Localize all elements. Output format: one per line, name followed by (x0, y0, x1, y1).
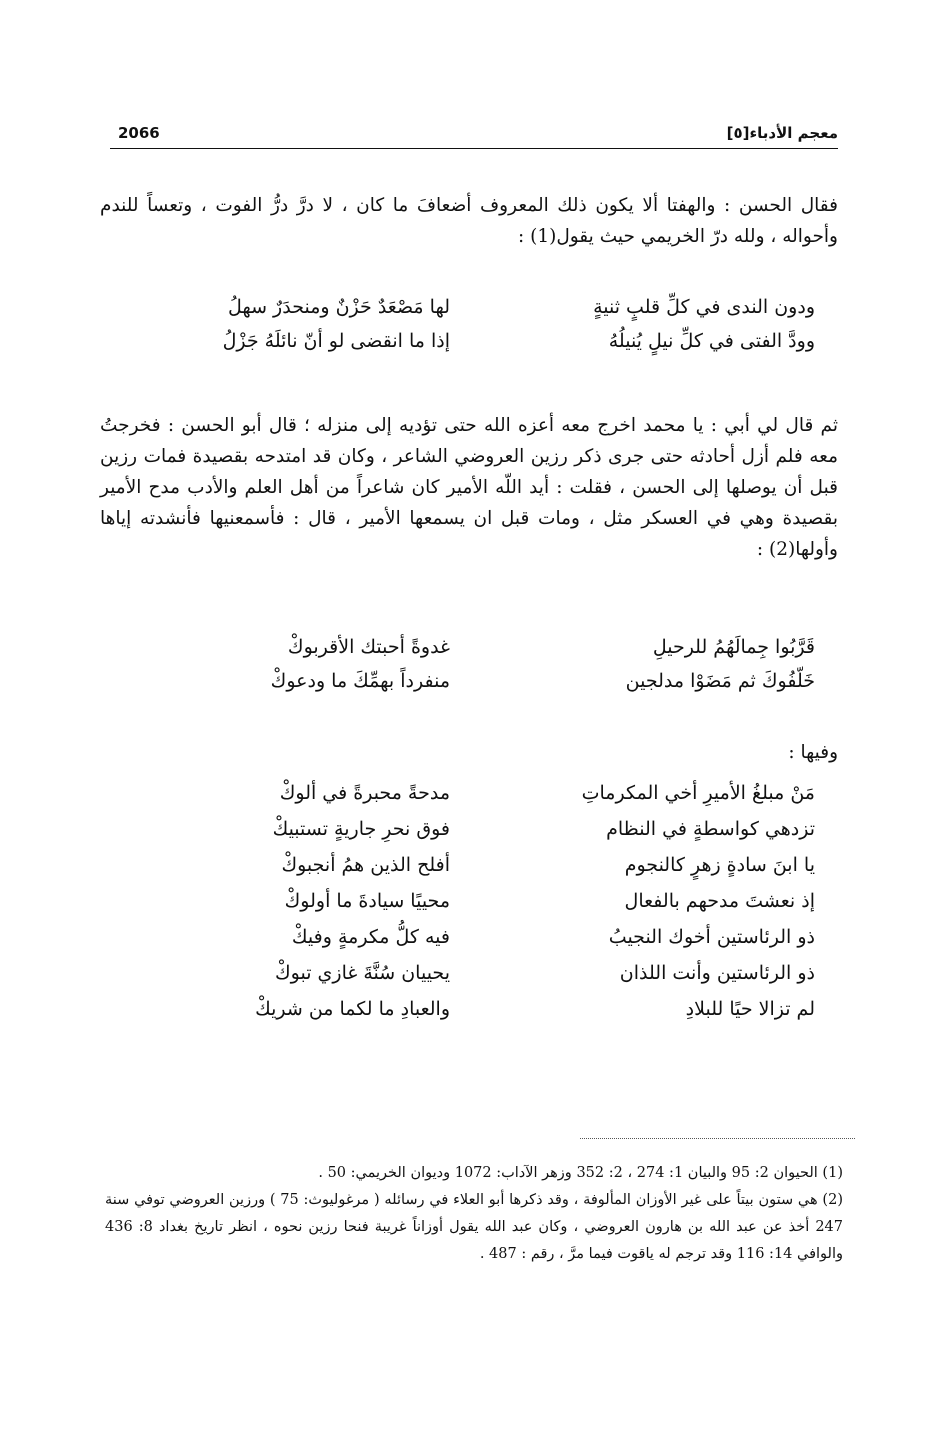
verse (130, 636, 815, 670)
running-head (118, 120, 838, 150)
verse-hemistich-second: والعبادِ ما لكما من شريكْ (255, 998, 450, 1020)
verse-hemistich-second: إذا ما انقضى لو أنّ نائلَهُ جَزْلُ (222, 330, 450, 352)
footnote-1: (1) الحيوان 2: 95 والبيان 1: 274 ، 2: 352 وزهر الآداب: 1072 وديوان الخريمي: 50 . (318, 1165, 843, 1181)
verse-hemistich-first: مَنْ مبلغُ الأميرِ أخي المكرماتِ (581, 782, 815, 804)
verse (130, 818, 815, 854)
verse (130, 890, 815, 926)
verse-hemistich-second: أفلح الذين همُ أنجبوكْ (281, 854, 450, 876)
verse-hemistich-first: خَلّفُوكَ ثم مَضَوْا مدلجين (625, 670, 815, 692)
book-title: معجم الأدباء[٥] (726, 124, 838, 142)
verse (130, 782, 815, 818)
verse-hemistich-first: قَرَّبُوا جِمالَهُمُ للرحيلِ (652, 636, 815, 658)
footnote-separator (580, 1138, 855, 1139)
verse (130, 670, 815, 704)
verse (130, 330, 815, 364)
verse-hemistich-first: وودَّ الفتى في كلِّ نيلٍ يُنيلُهُ (608, 330, 815, 352)
verse (130, 926, 815, 962)
paragraph-1 (100, 190, 838, 252)
page-number: 2066 (118, 124, 160, 142)
poem-2 (130, 636, 815, 704)
verse (130, 962, 815, 998)
verse-hemistich-first: يا ابنَ سادةٍ زهرٍ كالنجوم (624, 854, 815, 876)
verse-hemistich-second: محييًا سيادةَ ما أولوكْ (284, 890, 450, 912)
verse-hemistich-second: فيه كلُّ مكرمةٍ وفيكْ (291, 926, 450, 948)
verse-hemistich-first: ودون الندى في كلِّ قلبٍ ثنيةٍ (593, 296, 815, 318)
footnote-ref-1: (1) : (517, 226, 557, 247)
paragraph-1-text: فقال الحسن : والهفتا ألا يكون ذلك المعروف أضعافَ ما كان ، لا درَّ درُّ الفوت ، وتعساً للندم وأحواله ، ولله درّ الخريمي حيث يقول (100, 195, 838, 247)
footnote-2: (2) هي ستون بيتاً على غير الأوزان المألوفة ، وقد ذكرها أبو العلاء في رسائله ( مرغوليوث: 75 ) ورزين العروضي توفي سنة 247 أخذ عن عبد الله بن هارون العروضي ، وكان عبد الله يقول أوزاناً غريبة فنحا رزين نحوه ، انظر تاريخ بغداد 8: 436 والوافي 14: 116 وقد ترجم له ياقوت فيما مرَّ ، رقم : 487 . (105, 1192, 843, 1262)
verse-hemistich-second: مدحةً محبرةً في ألوكْ (279, 782, 450, 804)
verse-hemistich-second: فوق نحرِ جاريةٍ تستبيكْ (272, 818, 450, 840)
paragraph-2 (100, 410, 838, 565)
verse (130, 854, 815, 890)
verse-hemistich-first: لم تزالا حيًا للبلادِ (685, 998, 815, 1020)
footnote-ref-2: (2) : (756, 539, 796, 560)
verse-hemistich-first: ذو الرئاستين أخوك النجيبُ (608, 926, 815, 948)
verse-hemistich-first: إذ نعشتَ مدحهم بالفعال (624, 890, 815, 912)
verse-hemistich-second: يحييان سُنَّةَ غازي تبوكْ (275, 962, 450, 984)
paragraph-2-text: ثم قال لي أبي : يا محمد اخرج معه أعزه الله حتى تؤديه إلى منزله ؛ قال أبو الحسن : فخرجتُ معه فلم أزل أحادثه حتى جرى ذكر رزين العروضي الشاعر ، وكان قد امتدحه بقصيدة فمات رزين قبل أن يوصلها إلى الحسن ، فقلت : أيد اللّه الأمير كان شاعراً من أهل العلم والأدب مدح الأمير بقصيدة وهي في العسكر مثل ، ومات قبل ان يسمعها الأمير ، قال : فأسمعنيها فأنشدته إياها وأولها (100, 415, 839, 560)
verse-hemistich-first: تزدهي كواسطةٍ في النظام (606, 818, 815, 840)
poem-1 (130, 296, 815, 364)
verse-hemistich-first: ذو الرئاستين وأنت اللذان (619, 962, 815, 984)
footnotes (105, 1160, 843, 1268)
poem-3 (130, 782, 815, 1034)
verse (130, 998, 815, 1034)
verse-hemistich-second: لها مَصْعَدٌ حَزْنٌ ومنحدَرٌ سهلُ (227, 296, 450, 318)
verse-hemistich-second: غدوةً أحبتك الأقربوكْ (287, 636, 450, 658)
section-label: وفيها : (788, 742, 838, 763)
verse (130, 296, 815, 330)
header-rule (110, 148, 838, 149)
verse-hemistich-second: منفرداً بهمِّكَ ما ودعوكْ (270, 670, 450, 692)
